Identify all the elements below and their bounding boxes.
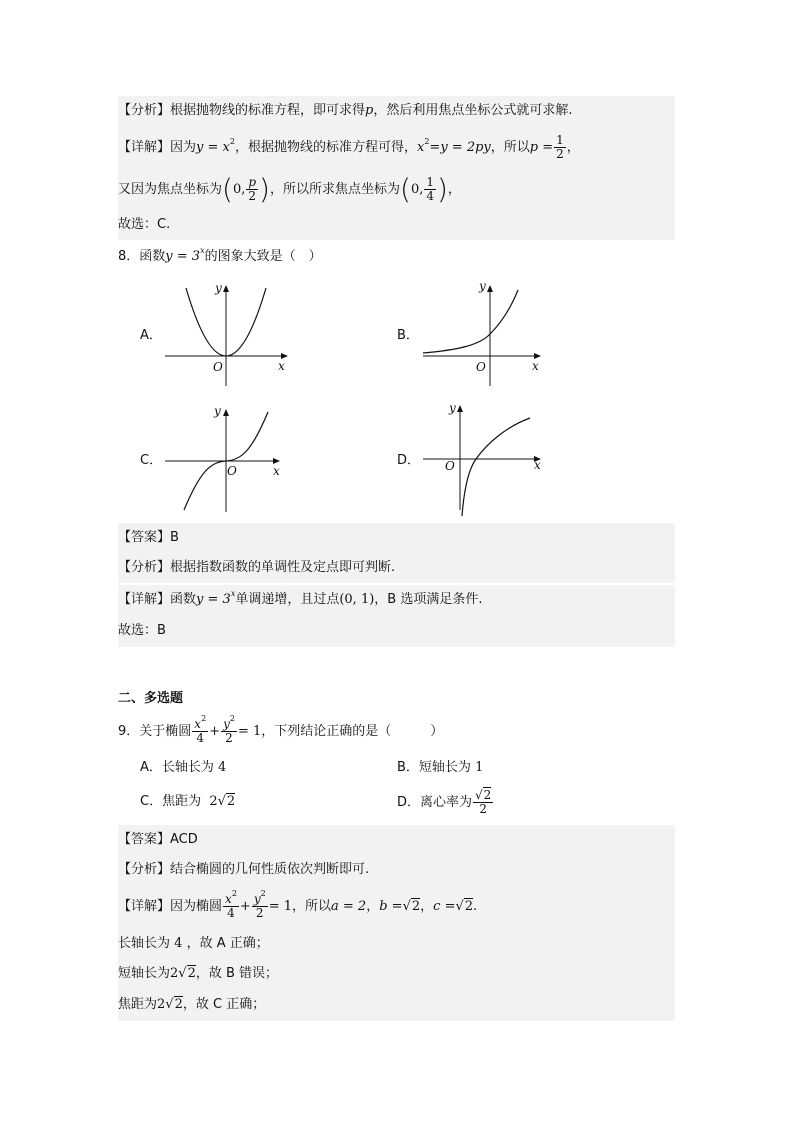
detail-text: 函数	[170, 592, 197, 607]
q9-option-c[interactable]	[140, 789, 235, 815]
math-var-p: p	[365, 103, 374, 118]
answer-tag: 【答案】	[118, 832, 171, 847]
detail-text: 因为椭圆	[170, 899, 223, 914]
math-coef: 2	[157, 997, 166, 1012]
right-paren-icon: )	[436, 172, 448, 206]
fraction-y2-over-2: $\frac{y^2}{2}$	[253, 889, 266, 920]
math-eq-parabola: $y = x^2$	[196, 137, 235, 155]
detail-text: ，故 C 正确；	[182, 997, 266, 1012]
y-axis-arrow-icon	[457, 405, 463, 412]
q8-analysis-line	[118, 553, 675, 583]
answer-value: ACD	[170, 832, 198, 847]
q8-option-d-label[interactable]: D．	[397, 453, 421, 468]
math-value: 4	[174, 936, 183, 951]
origin-label: O	[227, 464, 237, 478]
punct: ，	[366, 899, 380, 914]
origin-label: O	[476, 360, 486, 374]
detail-text: ，根据抛物线的标准方程可得，	[234, 140, 417, 155]
q8-option-c-label[interactable]: C．	[140, 453, 163, 468]
axis-label-x: x	[273, 464, 280, 478]
q7-detail-line	[118, 126, 675, 170]
q9-option-d[interactable]	[397, 783, 494, 823]
question-suffix: ，下列结论正确的是（ ）	[261, 724, 444, 739]
option-label: A．长轴长为	[140, 760, 214, 775]
plus-sign: +	[239, 899, 251, 914]
fraction-one-half: $\frac{1}{2}$	[556, 133, 564, 161]
axis-label-y: y	[214, 404, 221, 418]
q9-major-axis-line	[118, 929, 675, 959]
math-func: $y = 3^x$	[196, 589, 236, 607]
fraction-x2-over-4: $\frac{x^2}{4}$	[225, 889, 237, 920]
option-value: 1	[475, 760, 484, 775]
choice-text: 故选：B	[118, 623, 166, 638]
section-title-text: 二、多选题	[118, 691, 184, 706]
equals-one: = 1	[237, 724, 262, 739]
question-prefix: 8．函数	[118, 249, 166, 264]
detail-text: ，故 A 正确；	[186, 936, 269, 951]
analysis-text: 根据抛物线的标准方程，即可求得	[170, 103, 366, 118]
question-suffix: 的图象大致是（ ）	[204, 249, 322, 264]
math-point: (0, 1)	[339, 592, 375, 607]
focus-coord: 0,	[232, 182, 246, 197]
choice-text: 故选：C.	[118, 217, 171, 232]
graph-d-logarithm[interactable]	[418, 400, 548, 520]
q9-detail-line	[118, 885, 675, 929]
analysis-text: 结合椭圆的几何性质依次判断即可.	[170, 862, 370, 877]
detail-text: 焦距为	[118, 997, 158, 1012]
detail-text: ，故 B 错误；	[195, 966, 279, 981]
punct: ，	[447, 182, 461, 197]
q7-analysis-line	[118, 96, 675, 126]
answer-tag: 【答案】	[118, 530, 171, 545]
question-prefix: 9．关于椭圆	[118, 724, 192, 739]
math-a-eq: a = 2	[331, 899, 367, 914]
q9-answer-line	[118, 825, 675, 855]
q8-detail-line	[118, 585, 675, 615]
sqrt-icon: √2	[455, 899, 474, 914]
punct: .	[473, 899, 478, 914]
q8-stem	[118, 242, 675, 272]
sqrt-icon: √2	[475, 788, 492, 802]
punct: ，	[420, 899, 434, 914]
q8-choice-line	[118, 615, 675, 647]
analysis-tag: 【分析】	[118, 862, 171, 877]
detail-text: 因为	[170, 140, 197, 155]
option-coef: 2	[209, 794, 218, 809]
analysis-text: 根据指数函数的单调性及定点即可判断.	[170, 560, 396, 575]
fraction-one-quarter: $\frac{1}{4}$	[426, 175, 434, 203]
math-eq-standard: $x^2=y = 2py$	[416, 137, 491, 155]
q9-focal-line	[118, 989, 675, 1021]
detail-text: 长轴长为	[118, 936, 171, 951]
plus-sign: +	[209, 724, 221, 739]
q9-minor-axis-line	[118, 959, 675, 989]
graph-a-parabola[interactable]	[160, 280, 290, 390]
axis-label-x: x	[532, 359, 539, 373]
sqrt-icon: √2	[402, 899, 421, 914]
curve	[423, 290, 518, 353]
section-title	[118, 684, 675, 714]
detail-text: 短轴长为	[118, 966, 171, 981]
detail-tag: 【详解】	[118, 592, 171, 607]
math-b-eq: b =	[379, 899, 403, 914]
origin-label: O	[445, 459, 455, 473]
sqrt-icon: √2	[165, 997, 183, 1012]
equals-one: = 1	[268, 899, 292, 914]
q8-answer-line	[118, 523, 675, 553]
option-label: D．离心率为	[397, 795, 473, 810]
q7-focus-line	[118, 170, 675, 210]
math-func: $y = 3^x$	[165, 246, 205, 264]
math-coef: 2	[170, 966, 179, 981]
detail-tag: 【详解】	[118, 140, 171, 155]
fraction-p-over-2: $\frac{p}{2}$	[248, 175, 257, 203]
y-axis-arrow-icon	[487, 285, 493, 292]
detail-text: ，所以	[291, 899, 331, 914]
q9-analysis-line	[118, 855, 675, 885]
axis-label-y: y	[479, 280, 486, 293]
q9-option-b[interactable]	[397, 755, 483, 781]
focus-text: 又因为焦点坐标为	[118, 182, 223, 197]
graph-c-cubic[interactable]	[160, 402, 290, 517]
left-paren-icon: (	[400, 172, 411, 206]
detail-text: 单调递增，且过点	[235, 592, 340, 607]
sqrt-icon: √2	[217, 794, 236, 809]
q9-stem	[118, 712, 675, 752]
analysis-tag: 【分析】	[118, 560, 171, 575]
focus-text: ，所以所求焦点坐标为	[269, 182, 400, 197]
axis-label-x: x	[534, 458, 541, 472]
y-axis-arrow-icon	[223, 285, 229, 292]
analysis-text-cont: ，然后利用焦点坐标公式就可求解.	[373, 103, 573, 118]
curve	[462, 418, 530, 516]
axis-label-y: y	[215, 281, 222, 295]
math-c-eq: c =	[433, 899, 456, 914]
y-axis-arrow-icon	[223, 409, 229, 416]
q9-option-a[interactable]	[140, 755, 226, 781]
focus-coord: 0,	[410, 182, 424, 197]
detail-tag: 【详解】	[118, 899, 171, 914]
math-p-eq: p =	[529, 140, 554, 155]
q7-choice-line	[118, 210, 675, 240]
option-label: B．短轴长为	[397, 760, 471, 775]
detail-text: ，B 选项满足条件.	[374, 592, 483, 607]
sqrt-icon: √2	[178, 966, 196, 981]
punct: ，	[566, 140, 580, 155]
option-value: 4	[218, 760, 227, 775]
fraction-sqrt2-over-2: $\frac{√2}{2}$	[475, 788, 492, 816]
option-label: C．焦距为	[140, 794, 202, 809]
fraction-y2-over-2: $\frac{y^2}{2}$	[223, 714, 235, 745]
axis-label-y: y	[449, 401, 456, 415]
q8-option-a-label[interactable]: A．	[140, 328, 162, 343]
right-paren-icon: )	[259, 172, 270, 206]
graph-b-exponential[interactable]	[418, 280, 548, 390]
analysis-tag: 【分析】	[118, 103, 171, 118]
fraction-x2-over-4: $\frac{x^2}{4}$	[194, 714, 207, 745]
axis-label-x: x	[278, 359, 285, 373]
detail-text: ，所以	[490, 140, 530, 155]
left-paren-icon: (	[222, 172, 233, 206]
answer-value: B	[170, 530, 179, 545]
origin-label: O	[213, 360, 223, 374]
q8-option-b-label[interactable]: B．	[397, 328, 419, 343]
